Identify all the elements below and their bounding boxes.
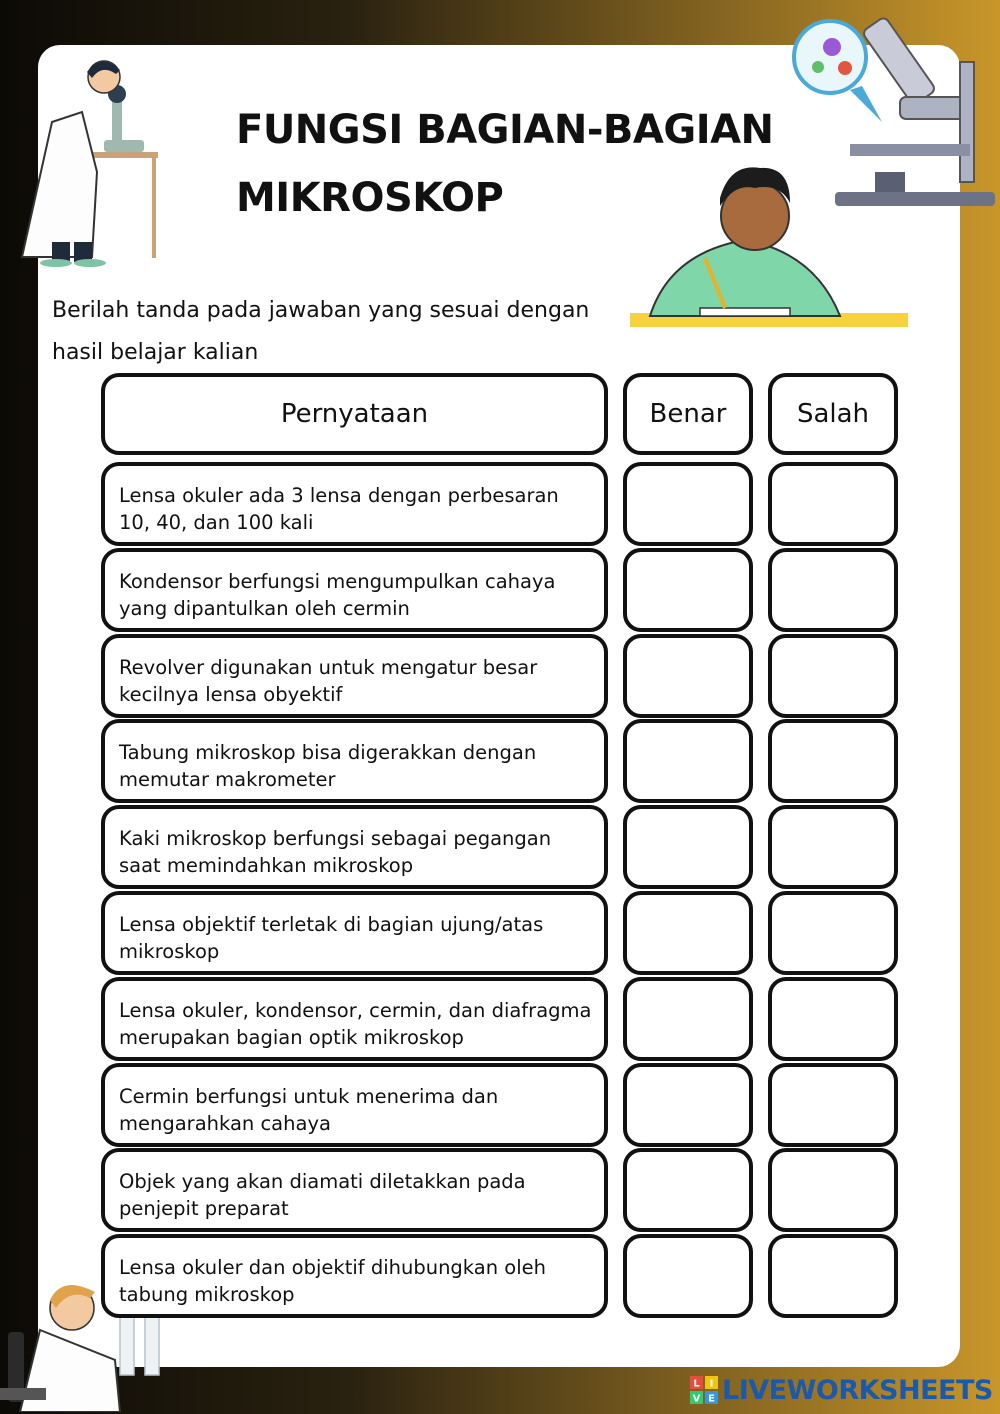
answer-box-benar[interactable] — [623, 805, 753, 889]
answer-box-salah[interactable] — [768, 548, 898, 632]
header-true: Benar — [623, 373, 753, 455]
answer-box-salah[interactable] — [768, 1148, 898, 1232]
instruction-text — [52, 290, 672, 374]
statement-cell: Revolver digunakan untuk mengatur besar kecilnya lensa obyektif — [101, 634, 608, 718]
title-line-1: FUNGSI BAGIAN-BAGIAN — [236, 107, 774, 153]
answer-box-benar[interactable] — [623, 1148, 753, 1232]
statement-cell: Objek yang akan diamati diletakkan pada penjepit preparat — [101, 1148, 608, 1232]
answer-box-benar[interactable] — [623, 634, 753, 718]
statement-cell: Lensa objektif terletak di bagian ujung/atas mikroskop — [101, 891, 608, 975]
scientist-illustration — [12, 52, 162, 267]
answer-box-benar[interactable] — [623, 1063, 753, 1147]
header-false: Salah — [768, 373, 898, 455]
worksheet-title — [236, 96, 796, 232]
answer-box-benar[interactable] — [623, 462, 753, 546]
badge-letter-l: L — [693, 1378, 700, 1390]
answer-box-benar[interactable] — [623, 719, 753, 803]
instruction-line-1: Berilah tanda pada jawaban yang sesuai dengan — [52, 298, 590, 323]
liveworksheets-wordmark: LIVEWORKSHEETS — [722, 1374, 993, 1406]
answer-box-benar[interactable] — [623, 1234, 753, 1318]
badge-letter-v: V — [692, 1393, 701, 1404]
instruction-line-2: hasil belajar kalian — [52, 340, 259, 365]
statement-cell: Kondensor berfungsi mengumpulkan cahaya yang dipantulkan oleh cermin — [101, 548, 608, 632]
answer-box-salah[interactable] — [768, 634, 898, 718]
statement-cell: Kaki mikroskop berfungsi sebagai pegangan saat memindahkan mikroskop — [101, 805, 608, 889]
title-line-2: MIKROSKOP — [236, 175, 504, 221]
answer-box-salah[interactable] — [768, 1234, 898, 1318]
statement-cell: Cermin berfungsi untuk menerima dan mengarahkan cahaya — [101, 1063, 608, 1147]
statement-cell: Tabung mikroskop bisa digerakkan dengan memutar makrometer — [101, 719, 608, 803]
answer-box-salah[interactable] — [768, 805, 898, 889]
answer-box-salah[interactable] — [768, 462, 898, 546]
header-statement: Pernyataan — [101, 373, 608, 455]
badge-letter-i: I — [709, 1378, 714, 1390]
answer-box-benar[interactable] — [623, 548, 753, 632]
badge-letter-e: E — [708, 1393, 715, 1404]
liveworksheets-badge-icon — [690, 1376, 718, 1404]
answer-box-salah[interactable] — [768, 719, 898, 803]
statement-cell: Lensa okuler dan objektif dihubungkan oleh tabung mikroskop — [101, 1234, 608, 1318]
answer-box-salah[interactable] — [768, 1063, 898, 1147]
statement-cell: Lensa okuler ada 3 lensa dengan perbesaran 10, 40, dan 100 kali — [101, 462, 608, 546]
liveworksheets-logo — [690, 1372, 993, 1408]
answer-box-salah[interactable] — [768, 891, 898, 975]
answer-box-benar[interactable] — [623, 977, 753, 1061]
statement-cell: Lensa okuler, kondensor, cermin, dan diafragma merupakan bagian optik mikroskop — [101, 977, 608, 1061]
answer-box-benar[interactable] — [623, 891, 753, 975]
answer-box-salah[interactable] — [768, 977, 898, 1061]
